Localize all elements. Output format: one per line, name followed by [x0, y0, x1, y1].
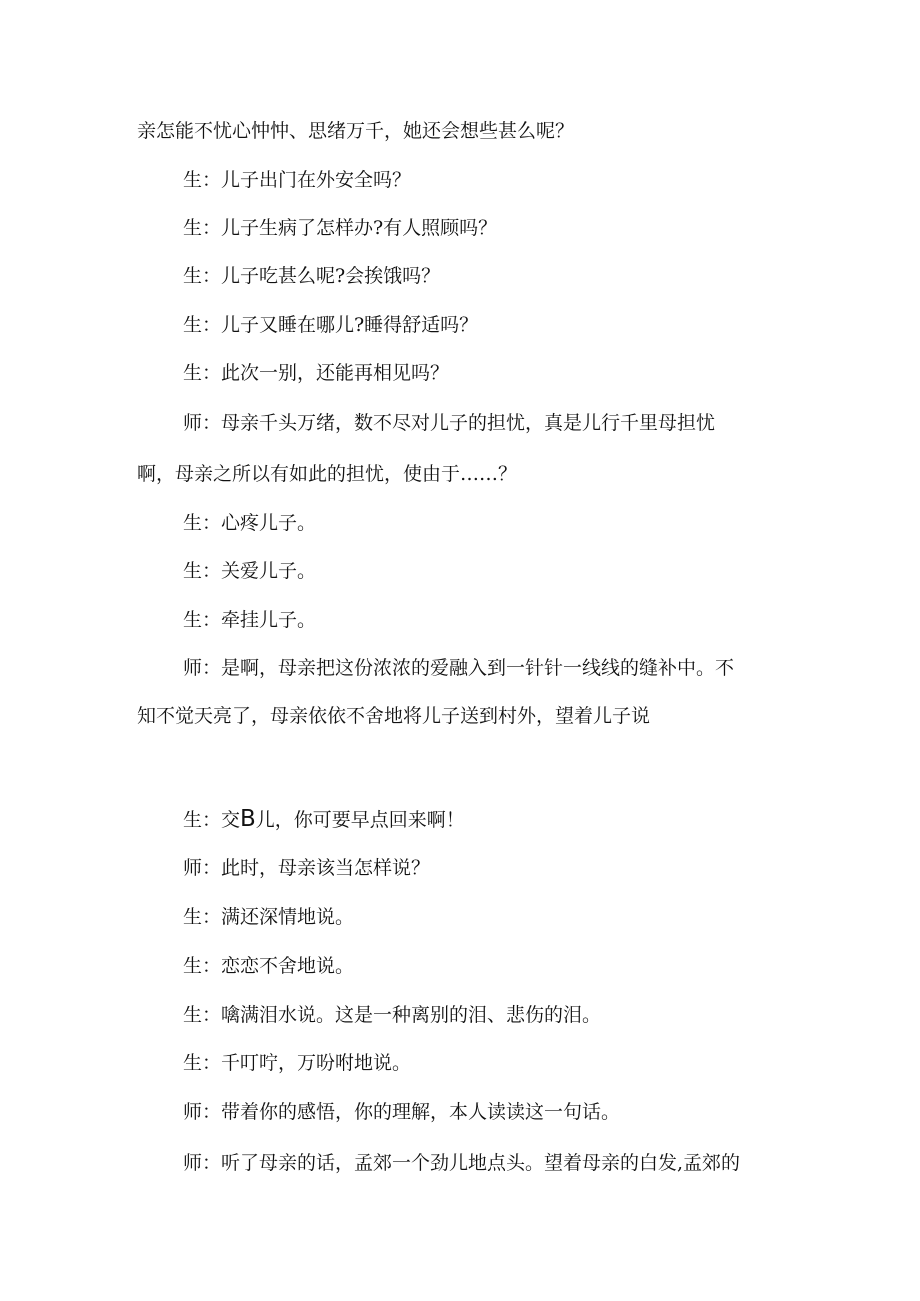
text-line-9: 生：心疼儿子。 — [183, 512, 317, 534]
text-line-4: 生：儿子吃甚么呢?会挨饿吗？ — [183, 265, 441, 287]
text-line-5: 生：儿子又睡在哪儿?睡得舒适吗？ — [183, 314, 479, 336]
text-line-19: 生：千叮咛，万吩咐地说。 — [183, 1052, 412, 1074]
text-line-15: 师：此时，母亲该当怎样说？ — [183, 857, 431, 879]
text-line-14-suffix: 儿，你可要早点回来啊！ — [255, 809, 465, 831]
text-line-3: 生：儿子生病了怎样办?有人照顾吗？ — [183, 217, 498, 239]
text-line-2: 生：儿子出门在外安全吗？ — [183, 169, 412, 191]
text-line-20: 师：带着你的感悟，你的理解，本人读读这一句话。 — [183, 1101, 621, 1123]
text-line-8: 啊，母亲之所以有如此的担忧，使由于……？ — [137, 463, 518, 485]
text-line-12: 师：是啊，母亲把这份浓浓的爱融入到一针针一线线的缝补中。不 — [183, 657, 735, 679]
text-line-14 — [183, 808, 465, 832]
text-line-10: 生：关爱儿子。 — [183, 560, 317, 582]
text-line-14-letter: B — [240, 806, 256, 832]
text-line-18: 生：噙满泪水说。这是一种离别的泪、悲伤的泪。 — [183, 1004, 602, 1026]
text-line-16: 生：满还深情地说。 — [183, 906, 355, 928]
text-line-13: 知不觉天亮了，母亲依依不舍地将儿子送到村外，望着儿子说 — [137, 705, 651, 727]
text-line-21: 师：听了母亲的话，孟郊一个劲儿地点头。望着母亲的白发,孟郊的 — [183, 1152, 741, 1174]
text-line-11: 生：牵挂儿子。 — [183, 609, 317, 631]
text-line-7: 师：母亲千头万绪，数不尽对儿子的担忧，真是儿行千里母担忧 — [183, 412, 716, 434]
text-line-17: 生：恋恋不舍地说。 — [183, 955, 355, 977]
text-line-1: 亲怎能不忧心忡忡、思绪万千，她还会想些甚么呢？ — [137, 120, 575, 142]
text-line-14-prefix: 生：交 — [183, 809, 241, 831]
text-line-6: 生：此次一别，还能再相见吗？ — [183, 362, 450, 384]
